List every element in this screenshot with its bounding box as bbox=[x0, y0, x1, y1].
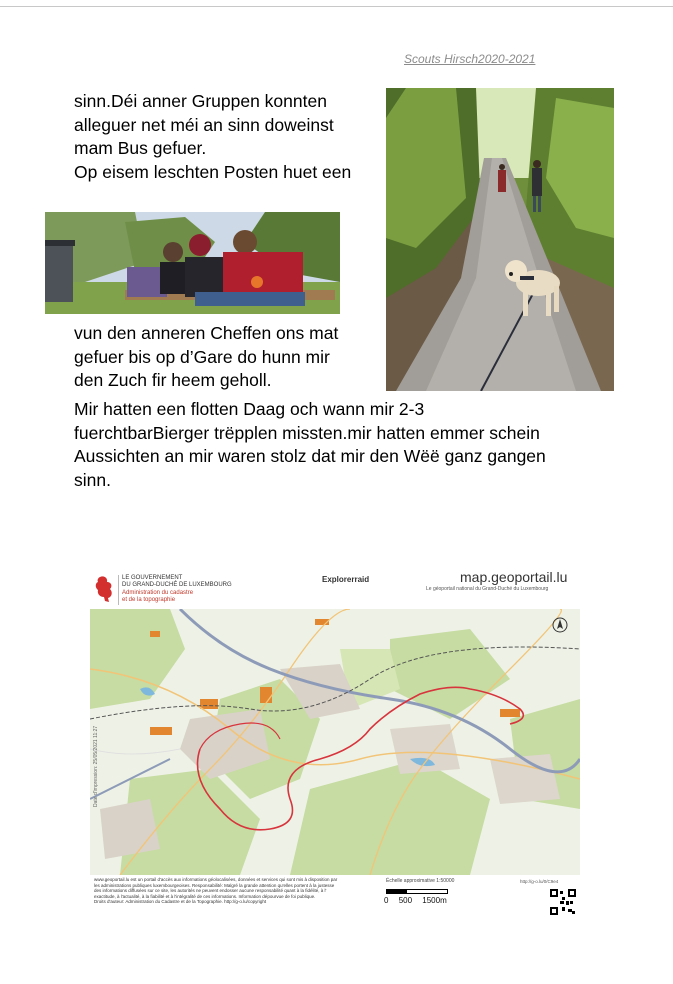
paragraph-2 bbox=[74, 322, 338, 393]
text-line: den Zuch fir heem geholl. bbox=[74, 370, 272, 390]
map-url: http://g-o.lu/0/C9e4 bbox=[520, 879, 559, 884]
gov-name: LE GOUVERNEMENT DU GRAND-DUCHÉ DE LUXEMBOURG bbox=[122, 575, 232, 588]
page-top-rule bbox=[0, 6, 673, 7]
admin-name: Administration du cadastre et de la topographie bbox=[122, 590, 194, 603]
scouts-illustration bbox=[45, 212, 340, 314]
text-line: alleguer net méi an sinn doweinst bbox=[74, 114, 334, 135]
text-line: fuerchtbarBierger trëpplen missten.mir hatten emmer schein bbox=[74, 422, 540, 443]
paragraph-3 bbox=[74, 398, 546, 492]
topographic-map bbox=[90, 609, 580, 875]
forest-path-illustration bbox=[386, 88, 614, 391]
scale-ticks: 0 500 1500m bbox=[384, 896, 447, 905]
geoportail-map-printout bbox=[90, 567, 582, 919]
map-title: Explorerraid bbox=[322, 575, 370, 584]
text-line: mam Bus gefuer. bbox=[74, 138, 207, 158]
scale-bar bbox=[386, 889, 448, 894]
red-lion-logo bbox=[94, 575, 116, 603]
text-line: Aussichten an mir waren stolz dat mir den Wëë ganz gangen bbox=[74, 446, 546, 466]
logo-divider bbox=[118, 575, 119, 605]
text-line: Mir hatten een flotten Daag och wann mir 2-3 bbox=[74, 399, 425, 419]
map-disclaimer: www.geoportail.lu est un portail d'accès aux informations géolocalisées, données et services qui sont mis à disposition par les administrations publiques luxembourgeoises. Responsabilité: Malgré la grande attention qu'elles portent à la justesse des informations diffusées sur ce site, les autorités ne peuvent endosser aucune responsabilité quant à la fidélité, à l' exactitude, à l'actualité, à la fiabilité et à l'intégralité de ces informations. Information dépourvue de foi publique. Droits d'auteur: Administration du Cadastre et de la Topographie. http://g-o.lu/copyright bbox=[94, 877, 338, 904]
map-site-sub: Le géoportail national du Grand-Duché du Luxembourg bbox=[426, 586, 549, 592]
photo-forest-path-dog bbox=[386, 88, 614, 391]
page-header: Scouts Hirsch2020-2021 bbox=[404, 52, 536, 66]
map-print-date: Date d'impression: 25/05/2021 11:27 bbox=[93, 725, 99, 807]
text-line: gefuer bis op d’Gare do hunn mir bbox=[74, 346, 330, 367]
qr-code bbox=[550, 889, 576, 915]
text-line: Op eisem leschten Posten huet een bbox=[74, 161, 352, 182]
photo-scouts-sitting bbox=[45, 212, 340, 314]
text-line: vun den anneren Cheffen ons mat bbox=[74, 323, 339, 343]
text-line: sinn.Déi anner Gruppen konnten bbox=[74, 91, 327, 111]
text-line: sinn. bbox=[74, 469, 111, 490]
scale-label: Échelle approximative 1:50000 bbox=[386, 878, 455, 884]
map-site: map.geoportail.lu bbox=[460, 569, 568, 585]
paragraph-1 bbox=[74, 90, 351, 184]
